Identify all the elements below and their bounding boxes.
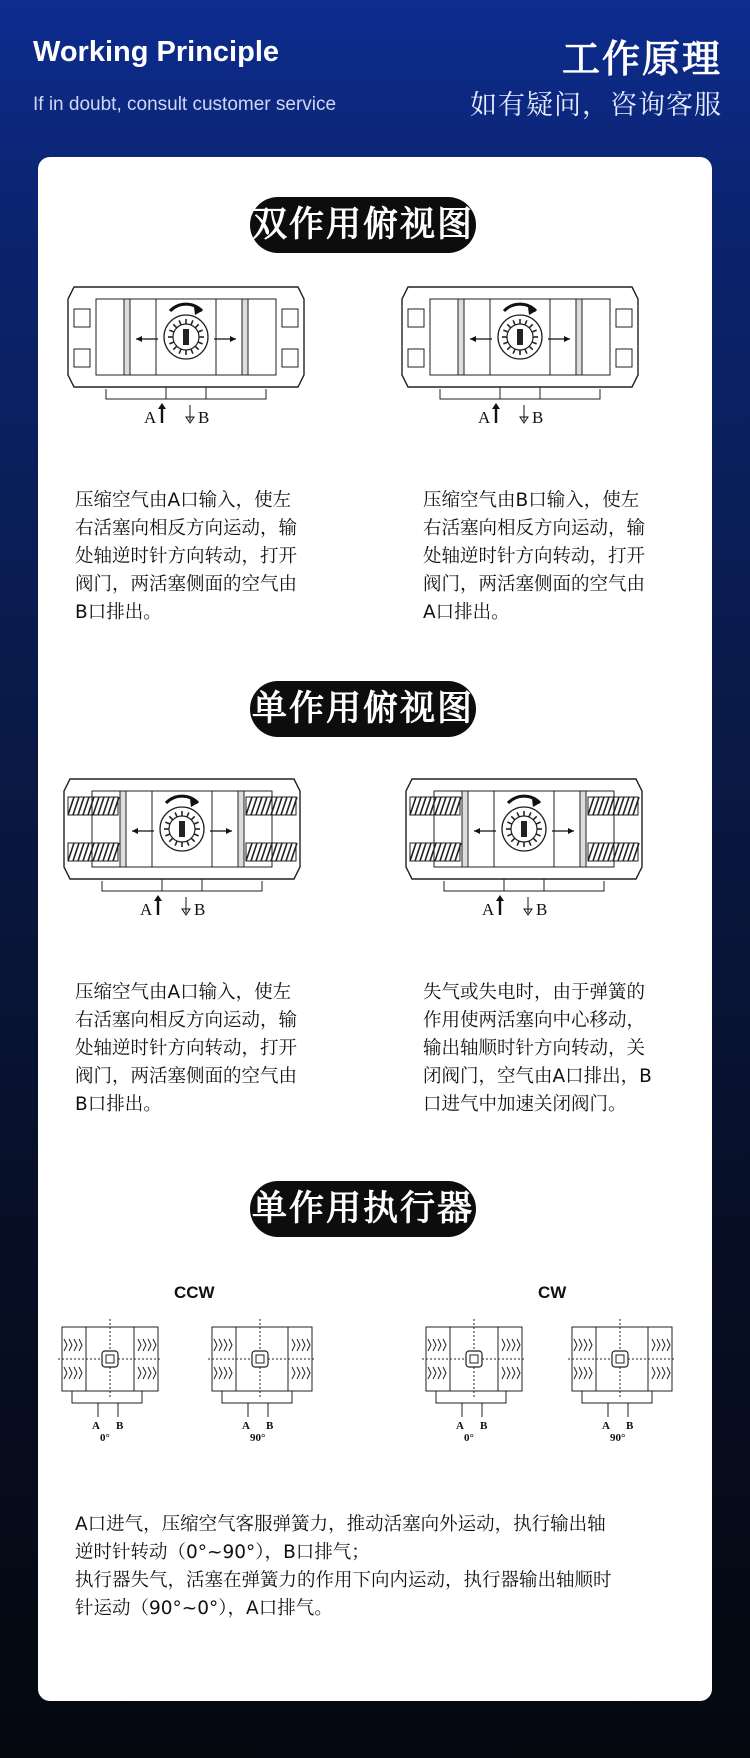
svg-text:A: A bbox=[482, 900, 495, 919]
description-single-a: 压缩空气由A口输入，使左 右活塞向相反方向运动，输 处轴逆时针方向转动，打开 阀门，两活塞侧面的空气由 B口排出。 bbox=[75, 982, 298, 1115]
ccw-actuator-0-degree bbox=[58, 1317, 168, 1447]
header bbox=[0, 0, 750, 150]
svg-text:A: A bbox=[140, 900, 153, 919]
title-en: Working Principle bbox=[33, 36, 280, 68]
cw-label: CW bbox=[538, 1283, 567, 1302]
svg-text:B: B bbox=[198, 408, 210, 427]
title-cn: 工作原理 bbox=[561, 37, 722, 81]
svg-text:B: B bbox=[536, 900, 548, 919]
double-acting-diagram-b bbox=[400, 277, 640, 427]
double-acting-diagram-a bbox=[66, 277, 306, 427]
svg-text:0°: 0° bbox=[100, 1432, 110, 1444]
svg-text:B: B bbox=[532, 408, 544, 427]
ccw-actuator-90-degree bbox=[208, 1317, 318, 1447]
description-single-b: 失气或失电时，由于弹簧的 作用使两活塞向中心移动， 输出轴顺时针方向转动，关 闭阀门，空气由A口排出，B 口进气中加速关闭阀门。 bbox=[423, 982, 652, 1115]
svg-text:A: A bbox=[242, 1420, 250, 1432]
description-double-b: 压缩空气由B口输入，使左 右活塞向相反方向运动，输 处轴逆时针方向转动，打开 阀门，两活塞侧面的空气由 A口排出。 bbox=[423, 490, 646, 623]
svg-text:0°: 0° bbox=[464, 1432, 474, 1444]
content-card bbox=[38, 157, 712, 1701]
svg-text:A: A bbox=[478, 408, 491, 427]
section-title-single-acting-actuator: 单作用执行器 bbox=[250, 1181, 476, 1237]
description-double-a: 压缩空气由A口输入，使左 右活塞向相反方向运动，输 处轴逆时针方向转动，打开 阀门，两活塞侧面的空气由 B口排出。 bbox=[75, 490, 298, 623]
svg-text:A: A bbox=[92, 1420, 100, 1432]
svg-text:B: B bbox=[480, 1420, 488, 1432]
svg-text:90°: 90° bbox=[610, 1432, 626, 1444]
subtitle-cn: 如有疑问，咨询客服 bbox=[470, 90, 722, 121]
svg-text:90°: 90° bbox=[250, 1432, 266, 1444]
single-acting-diagram-b bbox=[404, 769, 644, 919]
cw-actuator-90-degree bbox=[568, 1317, 678, 1447]
svg-text:B: B bbox=[626, 1420, 634, 1432]
single-acting-diagram-a bbox=[62, 769, 302, 919]
section-title-double-acting: 双作用俯视图 bbox=[250, 197, 476, 253]
description-actuator: A口进气，压缩空气客服弹簧力，推动活塞向外运动，执行输出轴 逆时针转动（0°~90°），B口排气； 执行器失气，活塞在弹簧力的作用下向内运动，执行器输出轴顺时 针运动（90°~0°），A口排气。 bbox=[75, 1514, 612, 1619]
svg-text:A: A bbox=[144, 408, 157, 427]
svg-text:B: B bbox=[266, 1420, 274, 1432]
svg-text:B: B bbox=[194, 900, 206, 919]
svg-text:A: A bbox=[602, 1420, 610, 1432]
ccw-label: CCW bbox=[174, 1283, 215, 1302]
section-title-single-acting-top: 单作用俯视图 bbox=[250, 681, 476, 737]
svg-text:A: A bbox=[456, 1420, 464, 1432]
subtitle-en: If in doubt, consult customer service bbox=[33, 94, 337, 115]
cw-actuator-0-degree bbox=[422, 1317, 532, 1447]
svg-text:B: B bbox=[116, 1420, 124, 1432]
